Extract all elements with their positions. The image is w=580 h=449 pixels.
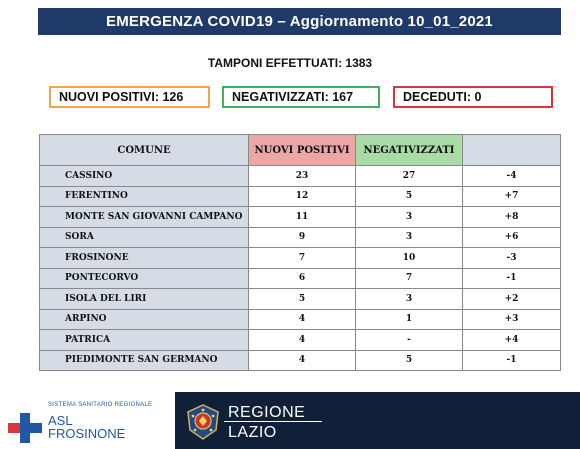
cell-comune: ARPINO [40, 309, 249, 330]
table-row [40, 166, 561, 187]
cell-comune: PIEDIMONTE SAN GERMANO [40, 350, 249, 371]
asl-logo-text [48, 414, 125, 440]
cell-nuovi-positivi: 23 [249, 166, 356, 187]
regione-line1: REGIONE [228, 404, 306, 421]
cell-negativizzati: 27 [356, 166, 463, 187]
asl-subtitle: SISTEMA SANITARIO REGIONALE [48, 402, 153, 408]
cell-comune: CASSINO [40, 166, 249, 187]
cell-comune: FERENTINO [40, 186, 249, 207]
header-nuovi-positivi: NUOVI POSITIVI [249, 135, 356, 166]
cell-nuovi-positivi: 12 [249, 186, 356, 207]
table-row [40, 350, 561, 371]
table-row [40, 227, 561, 248]
asl-line1: ASL [48, 413, 73, 428]
cell-negativizzati: - [356, 330, 463, 351]
asl-line2: FROSINONE [48, 426, 126, 441]
comuni-table [39, 134, 561, 371]
cell-diff: +7 [463, 186, 561, 207]
cell-diff: -3 [463, 248, 561, 269]
table-row [40, 186, 561, 207]
cell-negativizzati: 3 [356, 207, 463, 228]
regione-divider [224, 421, 322, 422]
deceduti-box: DECEDUTI: 0 [393, 86, 553, 108]
table-row [40, 330, 561, 351]
nuovi-positivi-box: NUOVI POSITIVI: 126 [49, 86, 210, 108]
cell-negativizzati: 3 [356, 289, 463, 310]
cell-diff: -4 [463, 166, 561, 187]
cell-nuovi-positivi: 6 [249, 268, 356, 289]
cell-diff: +8 [463, 207, 561, 228]
cell-negativizzati: 1 [356, 309, 463, 330]
regione-lazio-emblem-icon [186, 404, 220, 440]
cell-nuovi-positivi: 11 [249, 207, 356, 228]
table-row [40, 207, 561, 228]
cell-negativizzati: 3 [356, 227, 463, 248]
table-row [40, 309, 561, 330]
page-title: EMERGENZA COVID19 – Aggiornamento 10_01_2021 [38, 8, 561, 35]
cell-nuovi-positivi: 4 [249, 309, 356, 330]
cell-comune: PONTECORVO [40, 268, 249, 289]
cell-comune: ISOLA DEL LIRI [40, 289, 249, 310]
negativizzati-box: NEGATIVIZZATI: 167 [222, 86, 380, 108]
table-row [40, 268, 561, 289]
cell-negativizzati: 7 [356, 268, 463, 289]
cell-nuovi-positivi: 4 [249, 350, 356, 371]
cell-negativizzati: 5 [356, 186, 463, 207]
cell-comune: PATRICA [40, 330, 249, 351]
cell-nuovi-positivi: 5 [249, 289, 356, 310]
cell-diff: -1 [463, 268, 561, 289]
cell-nuovi-positivi: 7 [249, 248, 356, 269]
cell-comune: FROSINONE [40, 248, 249, 269]
cell-diff: +6 [463, 227, 561, 248]
cell-diff: +3 [463, 309, 561, 330]
cell-nuovi-positivi: 9 [249, 227, 356, 248]
cell-diff: -1 [463, 350, 561, 371]
cell-diff: +4 [463, 330, 561, 351]
cell-nuovi-positivi: 4 [249, 330, 356, 351]
cell-negativizzati: 10 [356, 248, 463, 269]
header-comune: COMUNE [40, 135, 249, 166]
table-header-row [40, 135, 561, 166]
cell-negativizzati: 5 [356, 350, 463, 371]
tamponi-effettuati: TAMPONI EFFETTUATI: 1383 [207, 56, 373, 70]
table-row [40, 248, 561, 269]
regione-lazio-text [228, 404, 305, 441]
regione-line2: LAZIO [228, 424, 277, 441]
header-negativizzati: NEGATIVIZZATI [356, 135, 463, 166]
asl-cross-icon [8, 413, 42, 443]
cell-comune: MONTE SAN GIOVANNI CAMPANO [40, 207, 249, 228]
header-diff [463, 135, 561, 166]
table-row [40, 289, 561, 310]
cell-diff: +2 [463, 289, 561, 310]
cell-comune: SORA [40, 227, 249, 248]
